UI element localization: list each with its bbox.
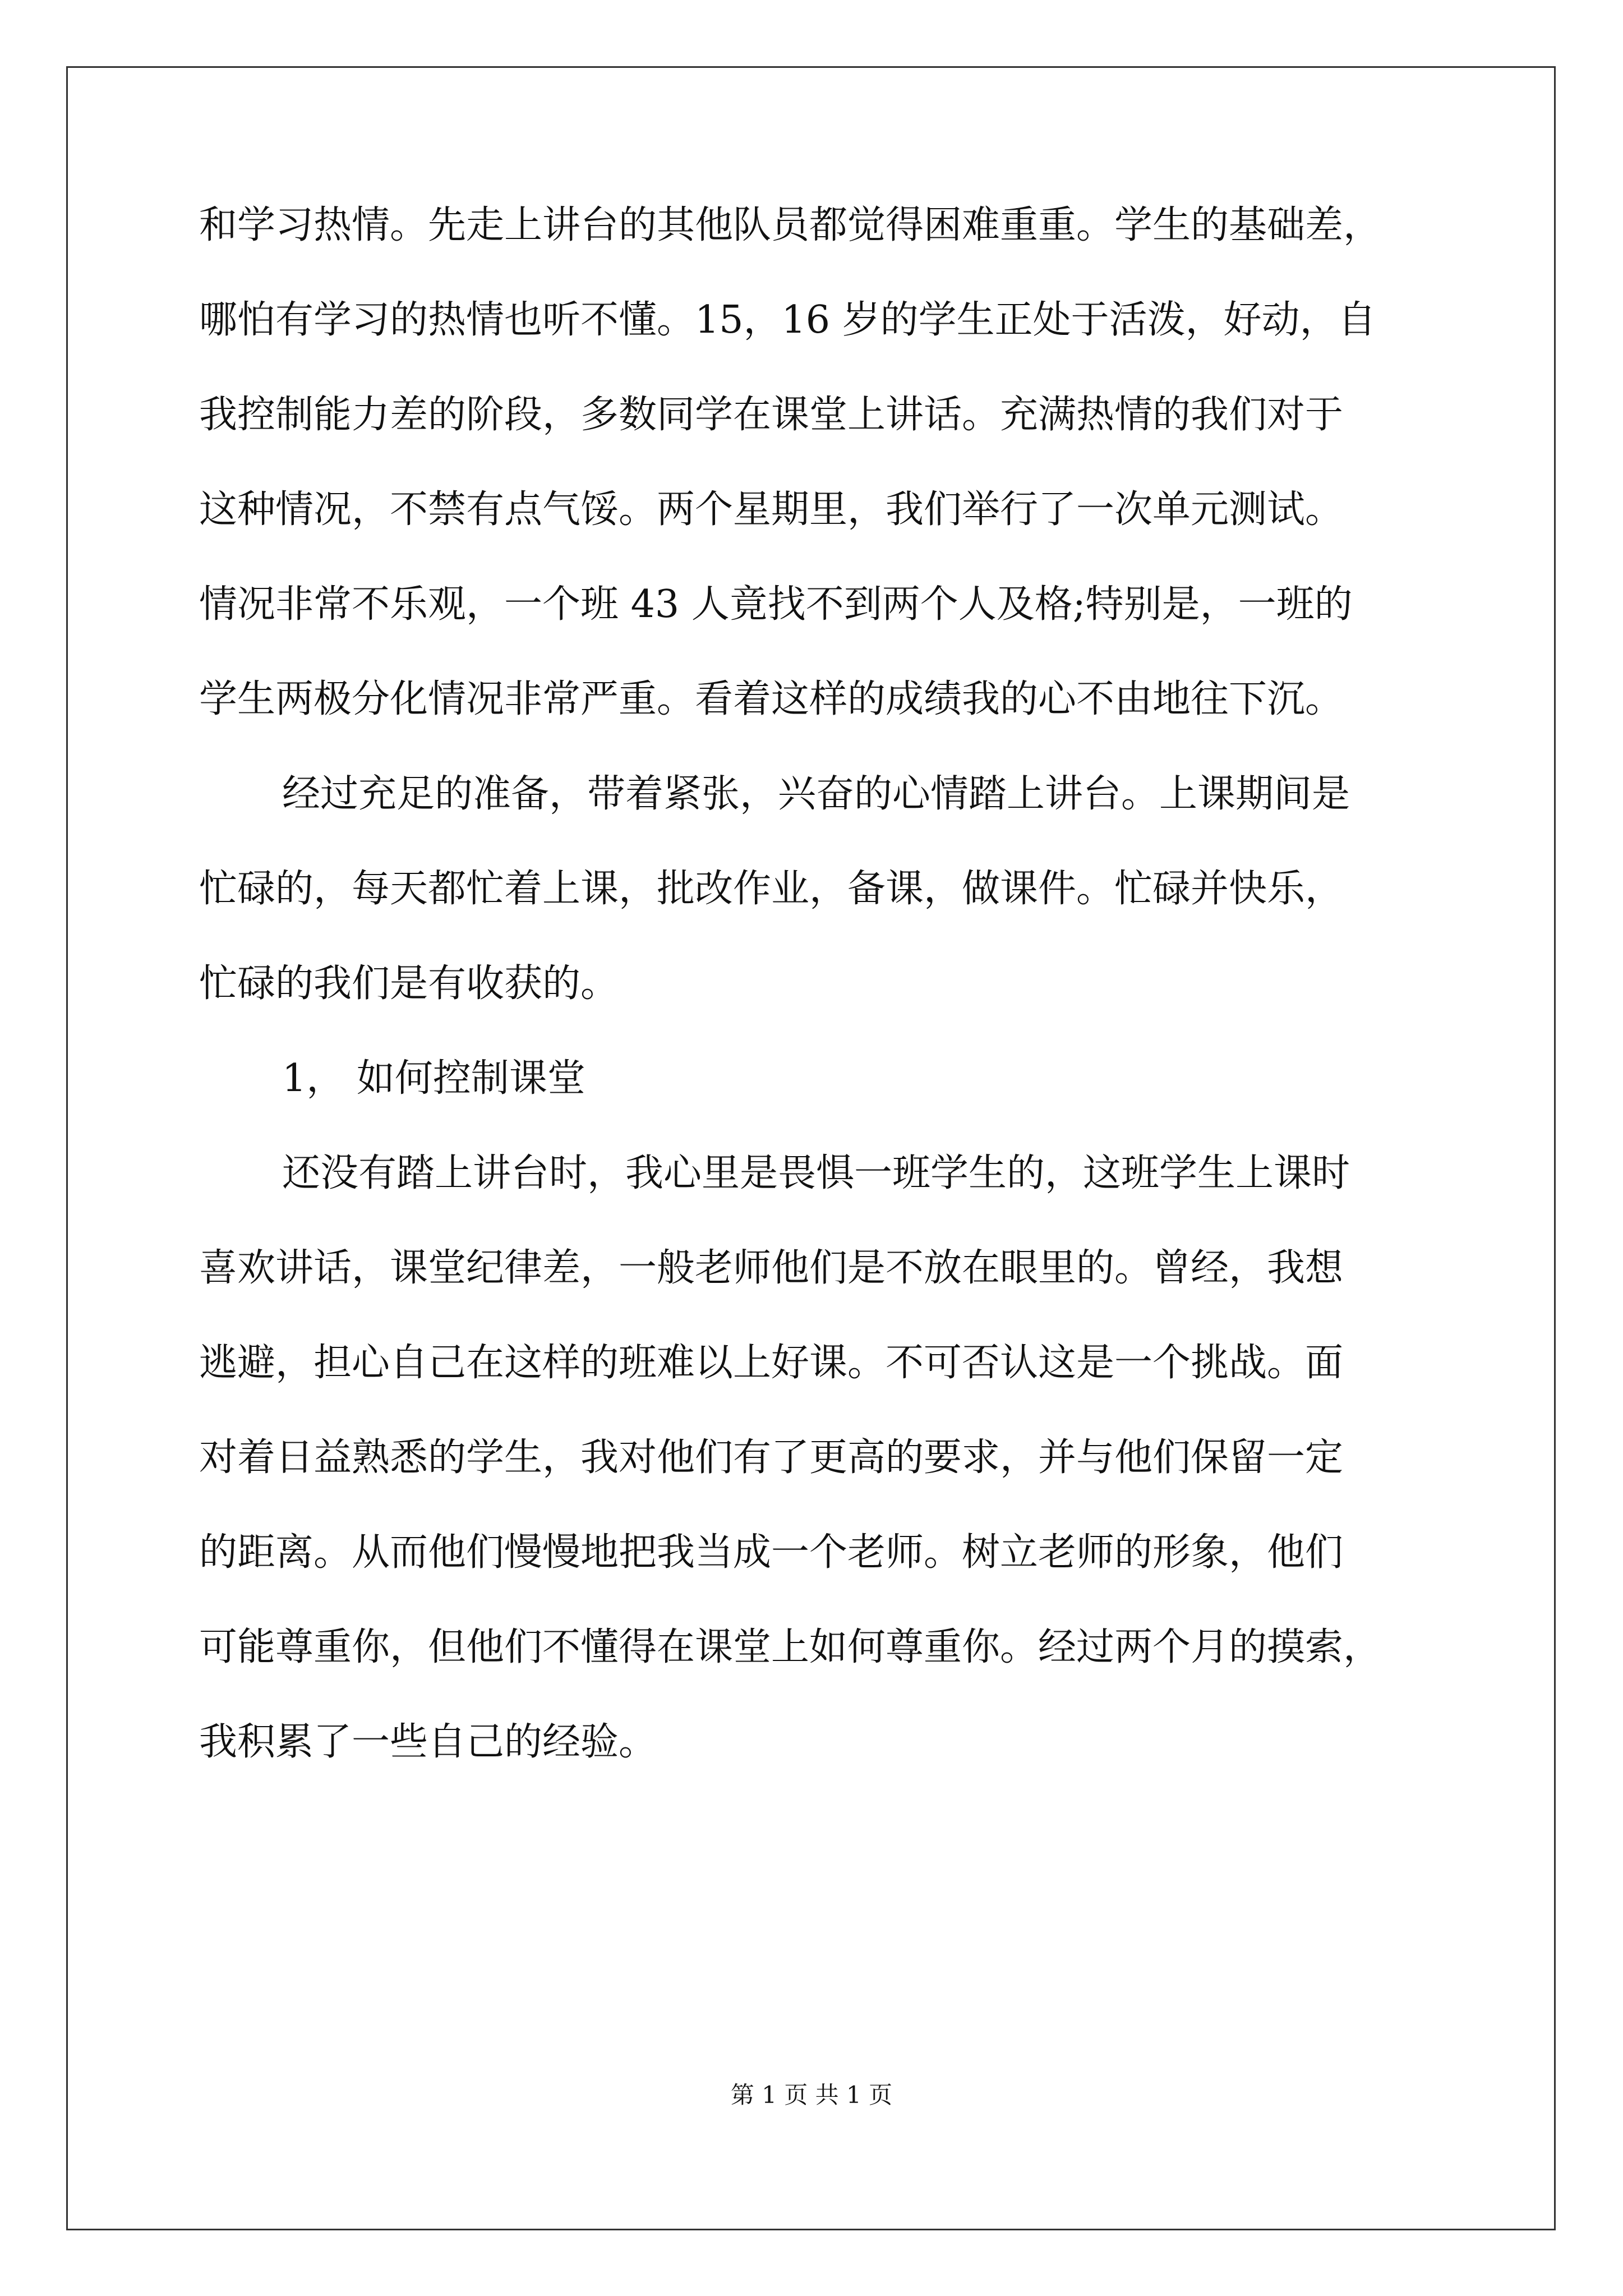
text-line: 我控制能力差的阶段，多数同学在课堂上讲话。充满热情的我们对于: [199, 393, 1344, 437]
page-footer: 第 1 页 共 1 页: [730, 2081, 893, 2109]
text-line: 还没有踏上讲台时，我心里是畏惧一班学生的，这班学生上课时: [282, 1151, 1350, 1195]
text-line: 学生两极分化情况非常严重。看着这样的成绩我的心不由地往下沉。: [199, 677, 1344, 721]
text-line: 可能尊重你，但他们不懂得在课堂上如何尊重你。经过两个月的摸索，: [199, 1625, 1382, 1669]
text-line: 经过充足的准备，带着紧张，兴奋的心情踏上讲台。上课期间是: [282, 772, 1350, 816]
text-line: 哪怕有学习的热情也听不懂。15，16 岁的学生正处于活泼，好动，自: [199, 298, 1376, 342]
text-line: 的距离。从而他们慢慢地把我当成一个老师。树立老师的形象，他们: [199, 1530, 1344, 1575]
text-line: 忙碌的我们是有收获的。: [199, 961, 619, 1006]
text-line: 这种情况，不禁有点气馁。两个星期里，我们举行了一次单元测试。: [199, 487, 1344, 532]
text-line: 对着日益熟悉的学生，我对他们有了更高的要求，并与他们保留一定: [199, 1435, 1344, 1480]
text-line: 和学习热情。先走上讲台的其他队员都觉得困难重重。学生的基础差，: [199, 203, 1382, 247]
text-line: 情况非常不乐观，一个班 43 人竟找不到两个人及格;特别是，一班的: [199, 582, 1353, 627]
text-line: 我积累了一些自己的经验。: [199, 1720, 657, 1764]
text-line: 喜欢讲话，课堂纪律差，一般老师他们是不放在眼里的。曾经，我想: [199, 1246, 1344, 1290]
text-line: 忙碌的，每天都忙着上课，批改作业，备课，做课件。忙碌并快乐，: [199, 867, 1344, 911]
text-line: 逃避，担心自己在这样的班难以上好课。不可否认这是一个挑战。面: [199, 1341, 1344, 1385]
section-heading: 1， 如何控制课堂: [282, 1056, 585, 1101]
